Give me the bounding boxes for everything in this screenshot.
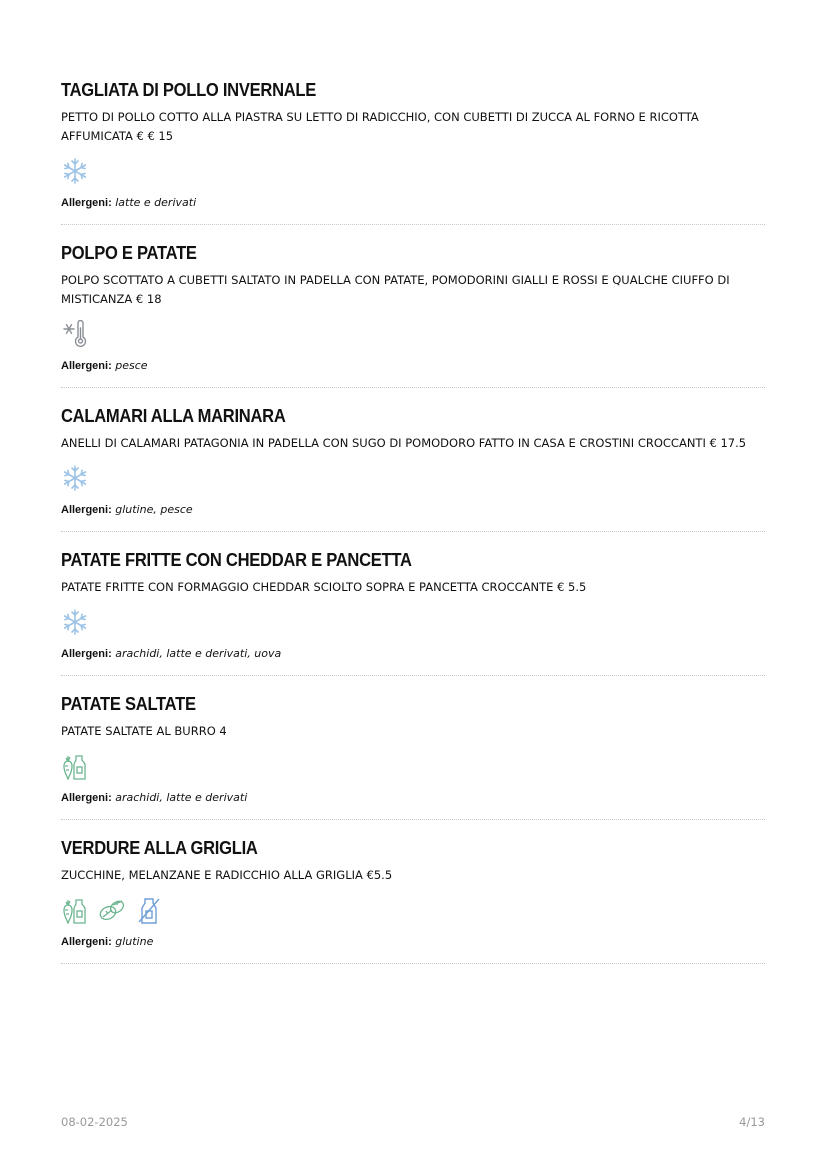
lactose-free-icon: [135, 896, 163, 924]
menu-item: [61, 404, 765, 532]
item-title: PATATE SALTATE: [61, 694, 196, 714]
vegetarian-icon: [61, 752, 89, 780]
allergens-value: pesce: [115, 359, 148, 372]
allergens-label: Allergeni:: [61, 504, 112, 516]
menu-item: [61, 241, 765, 388]
allergens-value: arachidi, latte e derivati, uova: [115, 647, 282, 660]
item-title: PATATE FRITTE CON CHEDDAR E PANCETTA: [61, 550, 412, 570]
menu-item: [61, 78, 765, 225]
vegetarian-icon: [61, 896, 89, 924]
item-icons: [61, 463, 765, 493]
allergens-label: Allergeni:: [61, 648, 112, 660]
item-description: PATATE SALTATE AL BURRO 4: [61, 724, 227, 738]
page-footer: [61, 1115, 765, 1129]
allergens-label: Allergeni:: [61, 792, 112, 804]
menu-item: [61, 836, 765, 964]
menu-item: [61, 548, 765, 676]
allergens-value: latte e derivati: [115, 196, 197, 209]
item-description: ANELLI DI CALAMARI PATAGONIA IN PADELLA CON SUGO DI POMODORO FATTO IN CASA E CROSTINI CROCCANTI € 17.5: [61, 436, 747, 450]
snowflake-icon: [61, 608, 89, 636]
footer-date: 08-02-2025: [61, 1115, 128, 1129]
snowflake-icon: [61, 464, 89, 492]
item-icons: [61, 319, 765, 349]
allergens-label: Allergeni:: [61, 197, 112, 209]
allergens-value: glutine: [115, 935, 154, 948]
menu-list: [61, 78, 765, 980]
item-title: POLPO E PATATE: [61, 243, 197, 263]
item-allergens: [61, 933, 765, 951]
allergens-label: Allergeni:: [61, 360, 112, 372]
item-allergens: [61, 357, 765, 375]
item-allergens: [61, 194, 765, 212]
item-icons: [61, 751, 765, 781]
item-icons: [61, 895, 765, 925]
allergens-label: Allergeni:: [61, 936, 112, 948]
item-title: TAGLIATA DI POLLO INVERNALE: [61, 80, 317, 100]
allergens-value: glutine, pesce: [115, 503, 193, 516]
item-description: PETTO DI POLLO COTTO ALLA PIASTRA SU LETTO DI RADICCHIO, CON CUBETTI DI ZUCCA AL FORNO E RICOTTA AFFUMICATA € € 15: [61, 110, 699, 143]
item-allergens: [61, 789, 765, 807]
page-number: 4/13: [739, 1115, 765, 1129]
item-description: PATATE FRITTE CON FORMAGGIO CHEDDAR SCIOLTO SOPRA E PANCETTA CROCCANTE € 5.5: [61, 580, 587, 594]
item-description: POLPO SCOTTATO A CUBETTI SALTATO IN PADELLA CON PATATE, POMODORINI GIALLI E ROSSI E QUALCHE CIUFFO DI MISTICANZA € 18: [61, 273, 730, 306]
item-icons: [61, 607, 765, 637]
item-description: ZUCCHINE, MELANZANE E RADICCHIO ALLA GRIGLIA €5.5: [61, 868, 393, 882]
item-title: CALAMARI ALLA MARINARA: [61, 406, 286, 426]
item-allergens: [61, 501, 765, 519]
item-icons: [61, 156, 765, 186]
item-allergens: [61, 645, 765, 663]
frozen-thermometer-icon: [61, 320, 89, 348]
menu-item: [61, 692, 765, 820]
snowflake-icon: [61, 157, 89, 185]
vegan-icon: [98, 896, 126, 924]
allergens-value: arachidi, latte e derivati: [115, 791, 248, 804]
item-title: VERDURE ALLA GRIGLIA: [61, 838, 258, 858]
